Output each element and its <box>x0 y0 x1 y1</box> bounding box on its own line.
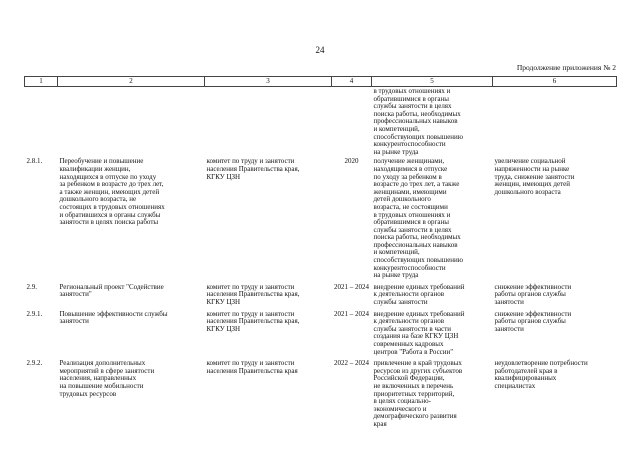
column-header-6: 6 <box>493 77 617 87</box>
column-header-4: 4 <box>332 77 372 87</box>
non-implementation-consequences: неудовлетворение потребности работодателей края в квалифицированных специалистах <box>494 359 588 390</box>
table-row <box>25 360 617 428</box>
measures-table <box>24 76 617 429</box>
column-header-2: 2 <box>58 77 205 87</box>
table-row-continuation <box>25 87 617 159</box>
implementation-period: 2021 – 2024 <box>334 282 369 291</box>
expected-result: привлечение в край трудовых ресурсов из других субъектов Российской Федерации, не включенных в перечень приоритетных территорий, в целях социально- экономического и демографического развития края <box>373 359 463 428</box>
measure-name: Реализация дополнительных мероприятий в сфере занятости населения, направленных на повышение мобильности трудовых ресурсов <box>59 359 155 398</box>
expected-result: внедрение единых требований к деятельности органов службы занятости <box>373 282 465 307</box>
non-implementation-consequences: увеличение социальной напряженности на рынке труда, снижение занятости женщин, имеющих детей дошкольного возраста <box>494 157 575 196</box>
item-number: 2.8.1. <box>26 157 43 166</box>
implementation-period: 2020 <box>344 157 359 166</box>
column-header-3: 3 <box>205 77 332 87</box>
measure-name: Повышение эффективности службы занятости <box>59 309 168 326</box>
continuation-result-cell: в трудовых отношениях и обратившимися в органы службы занятости в целях поиска работы, необходимых профессиональных навыков и компетенций, способствующих повышению конкурентоспособности на рынке труда <box>373 87 464 156</box>
responsible-executor: комитет по труду и занятости населения Правительства края, КГКУ ЦЗН <box>206 157 300 181</box>
column-header-5: 5 <box>372 77 493 87</box>
implementation-period: 2021 – 2024 <box>334 309 369 318</box>
table-row <box>25 311 617 361</box>
header-row <box>25 77 617 87</box>
item-number: 2.9.2. <box>26 359 43 368</box>
item-number: 2.9. <box>26 282 37 291</box>
responsible-executor: комитет по труду и занятости населения Правительства края <box>206 359 298 375</box>
appendix-label: Продолжение приложения № 2 <box>516 63 616 72</box>
non-implementation-consequences: снижение эффективности работы органов службы занятости <box>494 309 572 333</box>
non-implementation-consequences: снижение эффективности работы органов службы занятости <box>494 282 572 307</box>
responsible-executor: комитет по труду и занятости населения Правительства края, КГКУ ЦЗН <box>206 282 300 307</box>
responsible-executor: комитет по труду и занятости населения Правительства края, КГКУ ЦЗН <box>206 309 300 333</box>
item-number: 2.9.1. <box>26 309 43 318</box>
measure-name: Переобучение и повышение квалификации женщин, находящихся в отпуске по уходу за ребенком в возрасте до трех лет, а также женщин, имеющих детей дошкольного возраста, не состоящих в трудовых отношениях и обратившихся в органы службы занятости в целях поиска работы <box>59 157 165 227</box>
table-row <box>25 284 617 311</box>
table-row <box>25 158 617 284</box>
page-number: 24 <box>315 45 325 55</box>
implementation-period: 2022 – 2024 <box>334 359 369 368</box>
column-header-1: 1 <box>25 77 58 87</box>
expected-result: получение женщинами, находящимися в отпуске по уходу за ребенком в возрасте до трех лет, а также женщинами, имеющими детей дошкольного возраста, не состоящими в трудовых отношениях и обратившимися в органы службы занятости в целях поиска работы, необходимых профессиональных навыков и компетенций, способствующих повышению конкурентоспособности на рынке труда <box>373 157 464 280</box>
measure-name: Региональный проект "Содействие занятости" <box>59 282 164 299</box>
expected-result: внедрение единых требований к деятельности органов службы занятости в части создания на базе КГКУ ЦЗН современных кадровых центров "Работа в России" <box>373 309 465 356</box>
